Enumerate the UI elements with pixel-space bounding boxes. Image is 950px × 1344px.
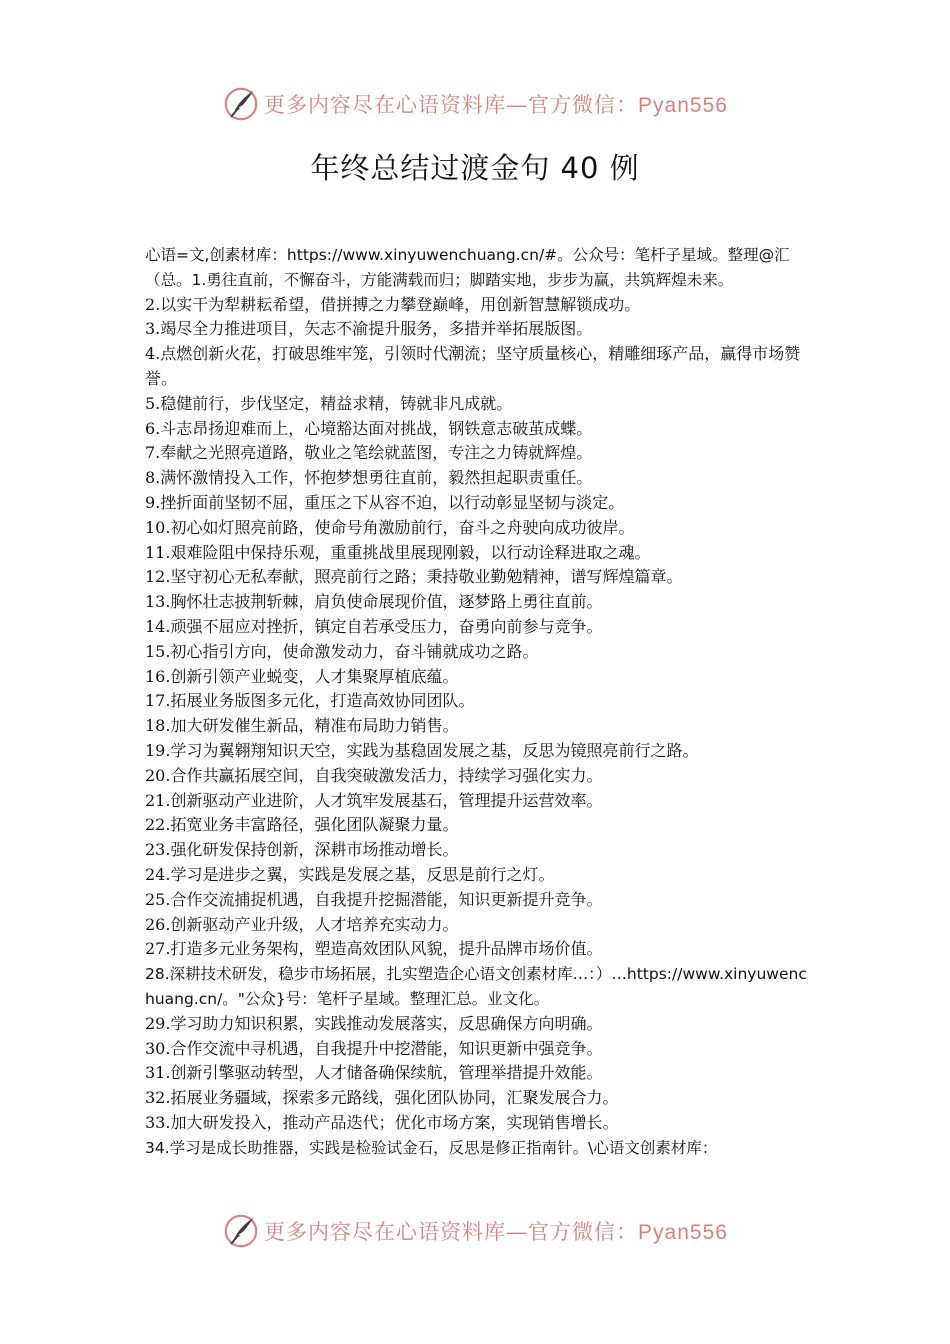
list-item: 21.创新驱动产业进阶，人才筑牢发展基石，管理提升运营效率。 [145, 790, 603, 810]
list-item: 33.加大研发投入，推动产品迭代；优化市场方案，实现销售增长。 [145, 1112, 619, 1132]
list-item: 13.胸怀壮志披荆斩棘，肩负使命展现价值，逐梦路上勇往直前。 [145, 592, 603, 612]
list-item: 2.以实干为犁耕耘希望，借拼搏之力攀登巅峰，用创新智慧解锁成功。 [145, 294, 641, 314]
list-item: 32.拓展业务疆域，探索多元路线，强化团队协同，汇聚发展合力。 [145, 1088, 619, 1108]
list-item: 28.深耕技术研发，稳步市场拓展，扎实塑造企心语文创素材库…：）…https://www.xinyuwenchuang.cn/。"公众}号：笔杆子星域。整理汇总。业文化。 [145, 965, 807, 1008]
wechat-id: Pyan556 [638, 94, 728, 117]
list-item: 34.学习是成长助推器，实践是检验试金石，反思是修正指南针。\心语文创素材库： [145, 1138, 718, 1157]
list-item: 7.奉献之光照亮道路，敬业之笔绘就蓝图，专注之力铸就辉煌。 [145, 443, 593, 463]
banner-text: 更多内容尽在心语资料库—官方微信：Pyan556 [264, 1220, 728, 1244]
list-item: 20.合作共赢拓展空间，自我突破激发活力，持续学习强化实力。 [145, 765, 603, 785]
quill-logo-icon [222, 85, 260, 123]
list-item: 23.强化研发保持创新，深耕市场推动增长。 [145, 840, 459, 860]
list-item: 22.拓宽业务丰富路径，强化团队凝聚力量。 [145, 815, 459, 835]
list-item: 24.学习是进步之翼，实践是发展之基，反思是前行之灯。 [145, 864, 555, 884]
list-item: 14.顽强不屈应对挫折，镇定自若承受压力，奋勇向前参与竞争。 [145, 616, 603, 636]
banner-text: 更多内容尽在心语资料库—官方微信：Pyan556 [264, 93, 728, 117]
list-item: 4.点燃创新火花，打破思维牢笼，引领时代潮流；坚守质量核心，精雕细琢产品，赢得市场赞誉。 [145, 344, 801, 388]
header-watermark-banner [0, 82, 950, 126]
list-item: 25.合作交流捕捉机遇，自我提升挖掘潜能，知识更新提升竞争。 [145, 889, 603, 909]
quill-logo-icon [222, 1212, 260, 1250]
list-item: 29.学习助力知识积累，实践推动发展落实，反思确保方向明确。 [145, 1013, 603, 1033]
list-item: 19.学习为翼翱翔知识天空，实践为基稳固发展之基，反思为镜照亮前行之路。 [145, 740, 699, 760]
list-item: 11.艰难险阻中保持乐观，重重挑战里展现刚毅，以行动诠释进取之魂。 [145, 542, 651, 562]
page-title: 年终总结过渡金句 40 例 [310, 151, 640, 185]
list-item: 心语=文,创素材库：https://www.xinyuwenchuang.cn/#。公众号：笔杆子星域。整理@汇（总。1.勇往直前，不懈奋斗，方能满载而归；脚踏实地，步步为赢，共筑辉煌未来。 [145, 246, 790, 289]
document-body [145, 243, 810, 1160]
list-item: 6.斗志昂扬迎难而上，心境豁达面对挑战，钢铁意志破茧成蝶。 [145, 418, 593, 438]
list-item: 17.拓展业务版图多元化，打造高效协同团队。 [145, 691, 475, 711]
list-item: 27.打造多元业务架构，塑造高效团队风貌，提升品牌市场价值。 [145, 939, 603, 959]
list-item: 16.创新引领产业蜕变，人才集聚厚植底蕴。 [145, 666, 459, 686]
list-item: 30.合作交流中寻机遇，自我提升中挖潜能，知识更新中强竞争。 [145, 1038, 603, 1058]
list-item: 5.稳健前行，步伐坚定，精益求精，铸就非凡成就。 [145, 393, 513, 413]
list-item: 8.满怀激情投入工作，怀抱梦想勇往直前，毅然担起职责重任。 [145, 468, 593, 488]
list-item: 9.挫折面前坚韧不屈，重压之下从容不迫，以行动彰显坚韧与淡定。 [145, 492, 625, 512]
list-item: 31.创新引擎驱动转型，人才储备确保续航，管理举措提升效能。 [145, 1063, 603, 1083]
list-item: 3.竭尽全力推进项目，矢志不渝提升服务，多措并举拓展版图。 [145, 319, 593, 339]
list-item: 18.加大研发催生新品，精准布局助力销售。 [145, 716, 459, 736]
list-item: 15.初心指引方向，使命激发动力，奋斗铺就成功之路。 [145, 641, 539, 661]
wechat-id: Pyan556 [638, 1221, 728, 1244]
list-item: 10.初心如灯照亮前路，使命号角激励前行，奋斗之舟驶向成功彼岸。 [145, 517, 635, 537]
list-item: 12.坚守初心无私奉献，照亮前行之路；秉持敬业勤勉精神，谱写辉煌篇章。 [145, 567, 683, 587]
footer-watermark-banner [0, 1209, 950, 1253]
list-item: 26.创新驱动产业升级，人才培养充实动力。 [145, 914, 459, 934]
